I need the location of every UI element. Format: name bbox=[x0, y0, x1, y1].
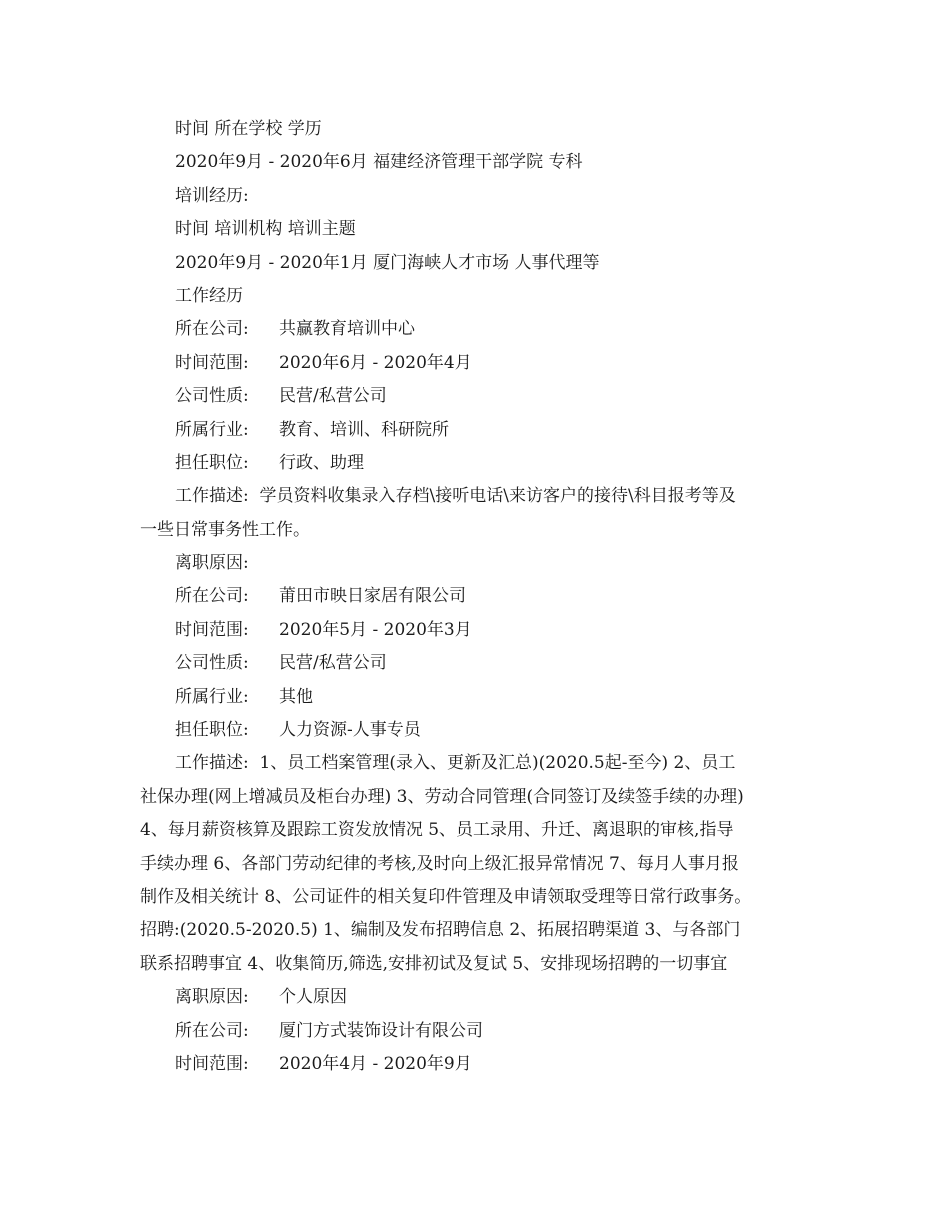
company-label: 所在公司: bbox=[175, 1020, 249, 1041]
leave-label: 离职原因: bbox=[175, 987, 249, 1008]
job2-industry bbox=[140, 681, 812, 714]
education-header: 时间 所在学校 学历 bbox=[175, 119, 322, 139]
training-header: 时间 培训机构 培训主题 bbox=[175, 219, 356, 240]
work-title: 工作经历 bbox=[175, 285, 243, 306]
position-value: 人力资源-人事专员 bbox=[279, 720, 421, 741]
job1-industry bbox=[140, 414, 812, 447]
leave-label: 离职原因: bbox=[175, 553, 249, 574]
job1-period bbox=[140, 347, 812, 380]
nature-label: 公司性质: bbox=[175, 386, 249, 407]
job2-leave-reason bbox=[140, 981, 812, 1014]
job2-company bbox=[140, 580, 812, 613]
period-label: 时间范围: bbox=[175, 352, 249, 373]
job2-description-line: 手续办理 6、各部门劳动纪律的考核,及时向上级汇报异常情况 7、每月人事月报 bbox=[140, 853, 739, 874]
training-row: 2020年9月 - 2020年1月 厦门海峡人才市场 人事代理等 bbox=[175, 252, 600, 273]
industry-value: 教育、培训、科研院所 bbox=[279, 419, 449, 440]
resume-content bbox=[140, 113, 812, 1081]
period-value: 2020年6月 - 2020年4月 bbox=[279, 352, 472, 373]
nature-label: 公司性质: bbox=[175, 653, 249, 674]
job1-company bbox=[140, 313, 812, 346]
industry-label: 所属行业: bbox=[175, 686, 249, 707]
company-label: 所在公司: bbox=[175, 586, 249, 607]
position-label: 担任职位: bbox=[175, 720, 249, 741]
job2-description-line: 4、每月薪资核算及跟踪工资发放情况 5、员工录用、升迁、离退职的审核,指导 bbox=[140, 820, 734, 841]
period-label: 时间范围: bbox=[175, 619, 249, 640]
period-value: 2020年5月 - 2020年3月 bbox=[279, 619, 472, 640]
period-value: 2020年4月 - 2020年9月 bbox=[279, 1053, 472, 1074]
job2-nature bbox=[140, 647, 812, 680]
job3-period bbox=[140, 1048, 812, 1081]
period-label: 时间范围: bbox=[175, 1053, 249, 1074]
job2-position bbox=[140, 714, 812, 747]
job1-leave-reason bbox=[140, 547, 812, 580]
industry-value: 其他 bbox=[279, 686, 313, 707]
job1-nature bbox=[140, 380, 812, 413]
job2-description-line: 联系招聘事宜 4、收集简历,筛选,安排初试及复试 5、安排现场招聘的一切事宜 bbox=[140, 953, 728, 974]
company-value: 共赢教育培训中心 bbox=[279, 319, 415, 340]
job3-company bbox=[140, 1015, 812, 1048]
job2-description-line: 工作描述: 1、员工档案管理(录入、更新及汇总)(2020.5起-至今) 2、员工 bbox=[175, 753, 736, 774]
job2-description-line: 招聘:(2020.5-2020.5) 1、编制及发布招聘信息 2、拓展招聘渠道 3、与各部门 bbox=[140, 920, 741, 941]
job2-period bbox=[140, 614, 812, 647]
industry-label: 所属行业: bbox=[175, 419, 249, 440]
job1-description-line: 工作描述: 学员资料收集录入存档\接听电话\来访客户的接待\科目报考等及 bbox=[175, 486, 736, 507]
nature-value: 民营/私营公司 bbox=[279, 386, 387, 407]
job2-description-line: 社保办理(网上增减员及柜台办理) 3、劳动合同管理(合同签订及续签手续的办理) bbox=[140, 786, 744, 807]
company-label: 所在公司: bbox=[175, 319, 249, 340]
nature-value: 民营/私营公司 bbox=[279, 653, 387, 674]
company-value: 莆田市映日家居有限公司 bbox=[279, 586, 466, 607]
company-value: 厦门方式装饰设计有限公司 bbox=[279, 1020, 483, 1041]
position-value: 行政、助理 bbox=[279, 452, 364, 473]
job2-description-line: 制作及相关统计 8、公司证件的相关复印件管理及申请领取受理等日常行政事务。 bbox=[140, 886, 752, 907]
education-row: 2020年9月 - 2020年6月 福建经济管理干部学院 专科 bbox=[175, 152, 583, 173]
leave-value: 个人原因 bbox=[279, 987, 347, 1008]
job1-position bbox=[140, 447, 812, 480]
position-label: 担任职位: bbox=[175, 452, 249, 473]
job1-description-line: 一些日常事务性工作。 bbox=[140, 519, 310, 540]
training-title: 培训经历: bbox=[175, 185, 249, 206]
